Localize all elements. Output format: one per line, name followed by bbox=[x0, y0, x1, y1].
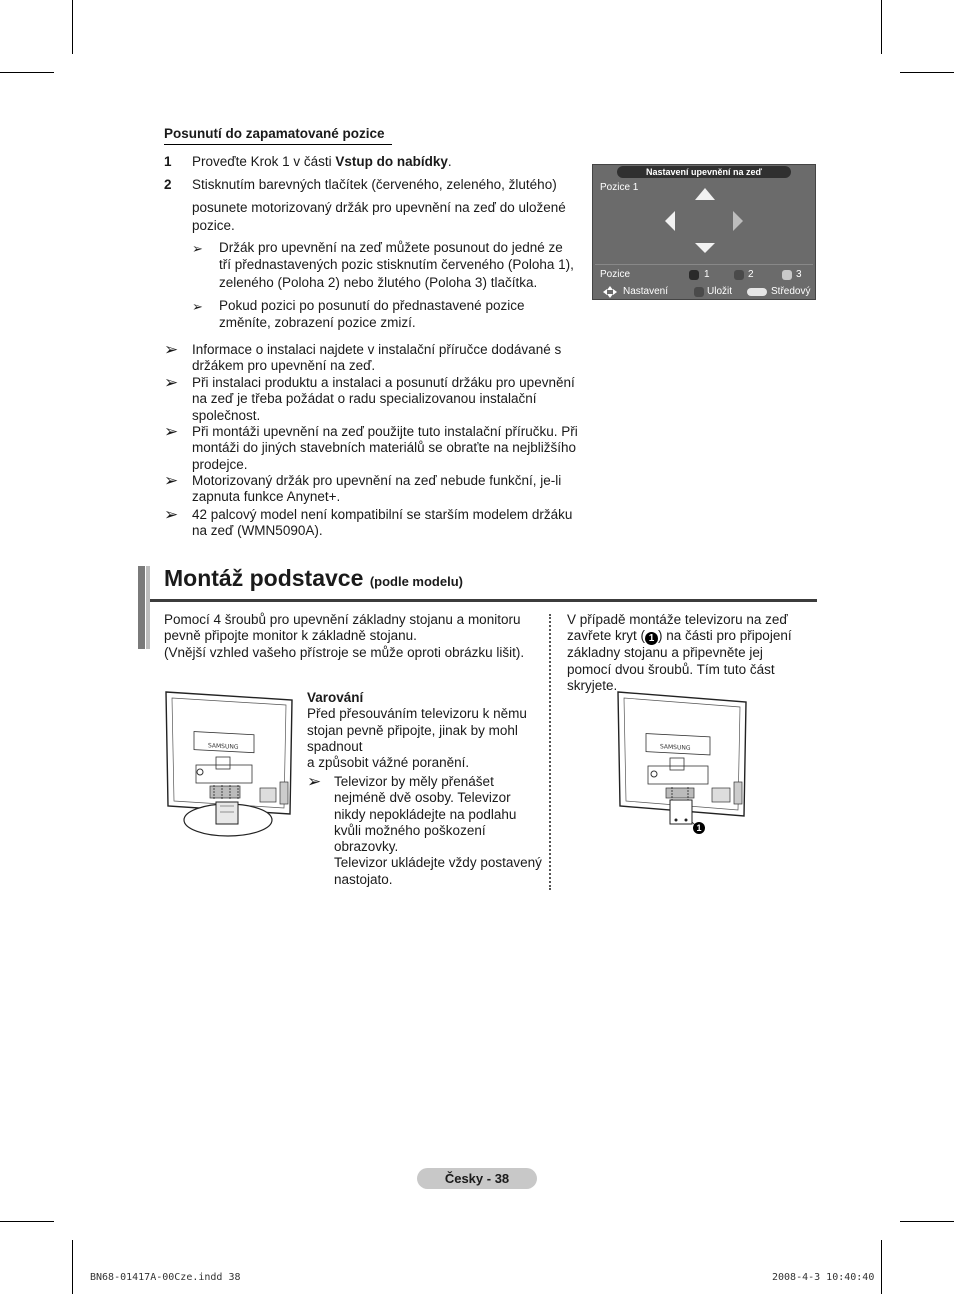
osd-row-label: Pozice bbox=[600, 269, 631, 280]
body-text: pevně připojte monitor k základně stojanu. bbox=[164, 628, 417, 644]
heading-bar bbox=[138, 566, 145, 649]
note-text: na zeď je třeba požádat o radu specializovanou instalační bbox=[192, 391, 537, 407]
note-item bbox=[164, 507, 594, 540]
osd-divider bbox=[595, 264, 813, 265]
step-number: 2 bbox=[164, 177, 172, 192]
column-divider bbox=[549, 614, 551, 890]
body-text: V případě montáže televizoru na zeď bbox=[567, 612, 788, 627]
body-text-with-callout bbox=[567, 628, 792, 645]
crop-mark bbox=[0, 72, 54, 73]
warning-note bbox=[307, 774, 542, 888]
sub-note-1 bbox=[192, 240, 574, 291]
note-text: tří přednastavených pozic stisknutím červeného (Poloha 1), bbox=[219, 257, 574, 273]
step-number: 1 bbox=[164, 154, 172, 169]
step-text: Stisknutím barevných tlačítek (červeného, zeleného, žlutého) bbox=[192, 177, 557, 192]
warning-text: a způsobit vážné poranění. bbox=[307, 755, 470, 771]
note-text: Motorizovaný držák pro upevnění na zeď nebude funkční, je-li bbox=[192, 473, 562, 488]
tv-stand-illustration bbox=[164, 690, 296, 842]
arrow-icon: ➢ bbox=[164, 373, 179, 392]
note-text: prodejce. bbox=[192, 456, 248, 472]
info-button-icon bbox=[747, 288, 767, 296]
warning-title: Varování bbox=[307, 690, 364, 705]
step-text: pozice. bbox=[192, 218, 235, 234]
arrow-icon: ➢ bbox=[164, 505, 179, 524]
body-text: skryjete. bbox=[567, 677, 618, 693]
body-text: pomocí dvou šroubů. Tím tuto část bbox=[567, 661, 775, 677]
wall-mount-instructions bbox=[567, 612, 792, 694]
save-button-icon bbox=[694, 287, 704, 297]
arrow-up-icon bbox=[695, 188, 715, 200]
stand-instructions bbox=[164, 612, 524, 661]
notes-list bbox=[164, 342, 594, 540]
step-text: Proveďte Krok 1 v části bbox=[192, 154, 336, 169]
crop-mark bbox=[900, 72, 954, 73]
wall-mount-osd bbox=[592, 164, 816, 300]
step-text: posunete motorizovaný držák pro upevnění na zeď do uložené bbox=[192, 200, 566, 215]
warning-block bbox=[307, 690, 527, 771]
crop-mark bbox=[0, 1221, 54, 1222]
warning-text: nastojato. bbox=[334, 871, 393, 887]
dark-button-icon bbox=[689, 270, 699, 280]
body-text: ) na části pro připojení bbox=[658, 628, 792, 644]
osd-option: Uložit bbox=[707, 286, 733, 297]
warning-text: nikdy nepokládejte na podlahu bbox=[334, 806, 517, 822]
warning-text: nejméně dvě osoby. Televizor bbox=[334, 790, 511, 806]
svg-text:SAMSUNG: SAMSUNG bbox=[208, 742, 239, 751]
note-text: držákem pro upevnění na zeď. bbox=[192, 358, 376, 374]
crop-mark bbox=[72, 1240, 73, 1294]
note-text: Držák pro upevnění na zeď můžete posunout do jedné ze bbox=[219, 240, 563, 255]
note-text: montáži do jiných stavebních materiálů se obraťte na nejbližšího bbox=[192, 440, 577, 456]
arrow-icon: ➢ bbox=[164, 471, 179, 490]
osd-position-label: Pozice 1 bbox=[600, 182, 639, 193]
step-1 bbox=[164, 154, 584, 170]
note-item bbox=[164, 342, 594, 375]
title-underline bbox=[164, 144, 392, 145]
note-item bbox=[164, 473, 594, 507]
arrow-icon: ➢ bbox=[164, 422, 179, 441]
arrow-icon: ➢ bbox=[192, 241, 203, 256]
note-text: na zeď (WMN5090A). bbox=[192, 523, 323, 539]
arrow-icon: ➢ bbox=[192, 299, 203, 314]
arrow-down-icon bbox=[695, 243, 715, 253]
crop-mark bbox=[900, 1221, 954, 1222]
note-text: Informace o instalaci najdete v instalační příručce dodávané s bbox=[192, 342, 562, 357]
osd-title: Nastavení upevnění na zeď bbox=[617, 166, 791, 178]
warning-text: kvůli možného poškození bbox=[334, 822, 486, 838]
print-date: 2008-4-3 10:40:40 bbox=[772, 1272, 875, 1283]
warning-text: Televizor by měly přenášet bbox=[334, 774, 494, 789]
osd-option: 3 bbox=[796, 269, 802, 280]
osd-option: Středový bbox=[771, 286, 811, 297]
step-2-cont bbox=[192, 200, 566, 235]
note-text: Při montáži upevnění na zeď použijte tuto instalační příručku. Při bbox=[192, 424, 578, 439]
osd-row-label: Nastavení bbox=[623, 286, 669, 297]
warning-text: Televizor ukládejte vždy postavený bbox=[334, 855, 542, 871]
warning-text: obrazovky. bbox=[334, 839, 399, 855]
callout-badge bbox=[693, 822, 705, 834]
osd-row-settings bbox=[593, 285, 815, 299]
arrow-icon: ➢ bbox=[307, 772, 322, 791]
arrow-icon: ➢ bbox=[164, 340, 179, 359]
crop-mark bbox=[881, 1240, 882, 1294]
page-title: Montáž podstavce bbox=[164, 565, 364, 591]
light-button-icon bbox=[782, 270, 792, 280]
mid-button-icon bbox=[734, 270, 744, 280]
note-text: 42 palcový model není kompatibilní se starším modelem držáku bbox=[192, 507, 573, 522]
note-text: zeleného (Poloha 2) nebo žlutého (Poloha 3) tlačítka. bbox=[219, 274, 538, 290]
body-text: základny stojanu a připevněte jej bbox=[567, 645, 763, 661]
warning-text: Před přesouváním televizoru k němu bbox=[307, 706, 527, 722]
tv-wall-illustration bbox=[616, 690, 752, 838]
warning-text: stojan pevně připojte, jinak by mohl bbox=[307, 722, 518, 738]
osd-option: 1 bbox=[704, 269, 710, 280]
note-text: změníte, zobrazení pozice zmizí. bbox=[219, 315, 416, 331]
note-item bbox=[164, 424, 594, 473]
crop-mark bbox=[881, 0, 882, 54]
note-item bbox=[164, 375, 594, 424]
osd-option: 2 bbox=[748, 269, 754, 280]
sub-note-2 bbox=[192, 298, 524, 332]
note-text: Při instalaci produktu a instalaci a posunutí držáku pro upevnění bbox=[192, 375, 575, 390]
arrow-left-icon bbox=[665, 211, 675, 231]
step-bold: Vstup do nabídky bbox=[335, 154, 448, 169]
page-number: Česky - 38 bbox=[417, 1168, 537, 1189]
file-info: BN68-01417A-00Cze.indd 38 bbox=[90, 1272, 241, 1283]
section-title-text: Posunutí do zapamatované pozice bbox=[164, 126, 385, 141]
section-title bbox=[164, 126, 385, 141]
svg-text:SAMSUNG: SAMSUNG bbox=[660, 743, 691, 752]
body-text: (Vnější vzhled vašeho přístroje se může oproti obrázku lišit). bbox=[164, 644, 525, 660]
body-text: zavřete kryt ( bbox=[567, 628, 646, 644]
callout-number: 1 bbox=[696, 823, 702, 833]
step-text-end: . bbox=[447, 154, 452, 169]
note-text: společnost. bbox=[192, 407, 261, 423]
arrow-right-icon bbox=[733, 211, 743, 231]
warning-text: spadnout bbox=[307, 738, 363, 754]
move-icon bbox=[603, 286, 617, 298]
note-text: Pokud pozici po posunutí do přednastavené pozice bbox=[219, 298, 525, 313]
step-2 bbox=[164, 177, 584, 193]
callout-number: 1 bbox=[648, 633, 655, 645]
note-text: zapnuta funkce Anynet+. bbox=[192, 489, 341, 505]
heading-rule bbox=[150, 599, 817, 602]
callout-badge bbox=[645, 632, 658, 645]
body-text: Pomocí 4 šroubů pro upevnění základny stojanu a monitoru bbox=[164, 612, 521, 627]
section2-heading bbox=[164, 565, 463, 592]
crop-mark bbox=[72, 0, 73, 54]
osd-row-position bbox=[593, 268, 815, 282]
heading-bar bbox=[146, 566, 150, 649]
page-subtitle: (podle modelu) bbox=[369, 574, 463, 589]
